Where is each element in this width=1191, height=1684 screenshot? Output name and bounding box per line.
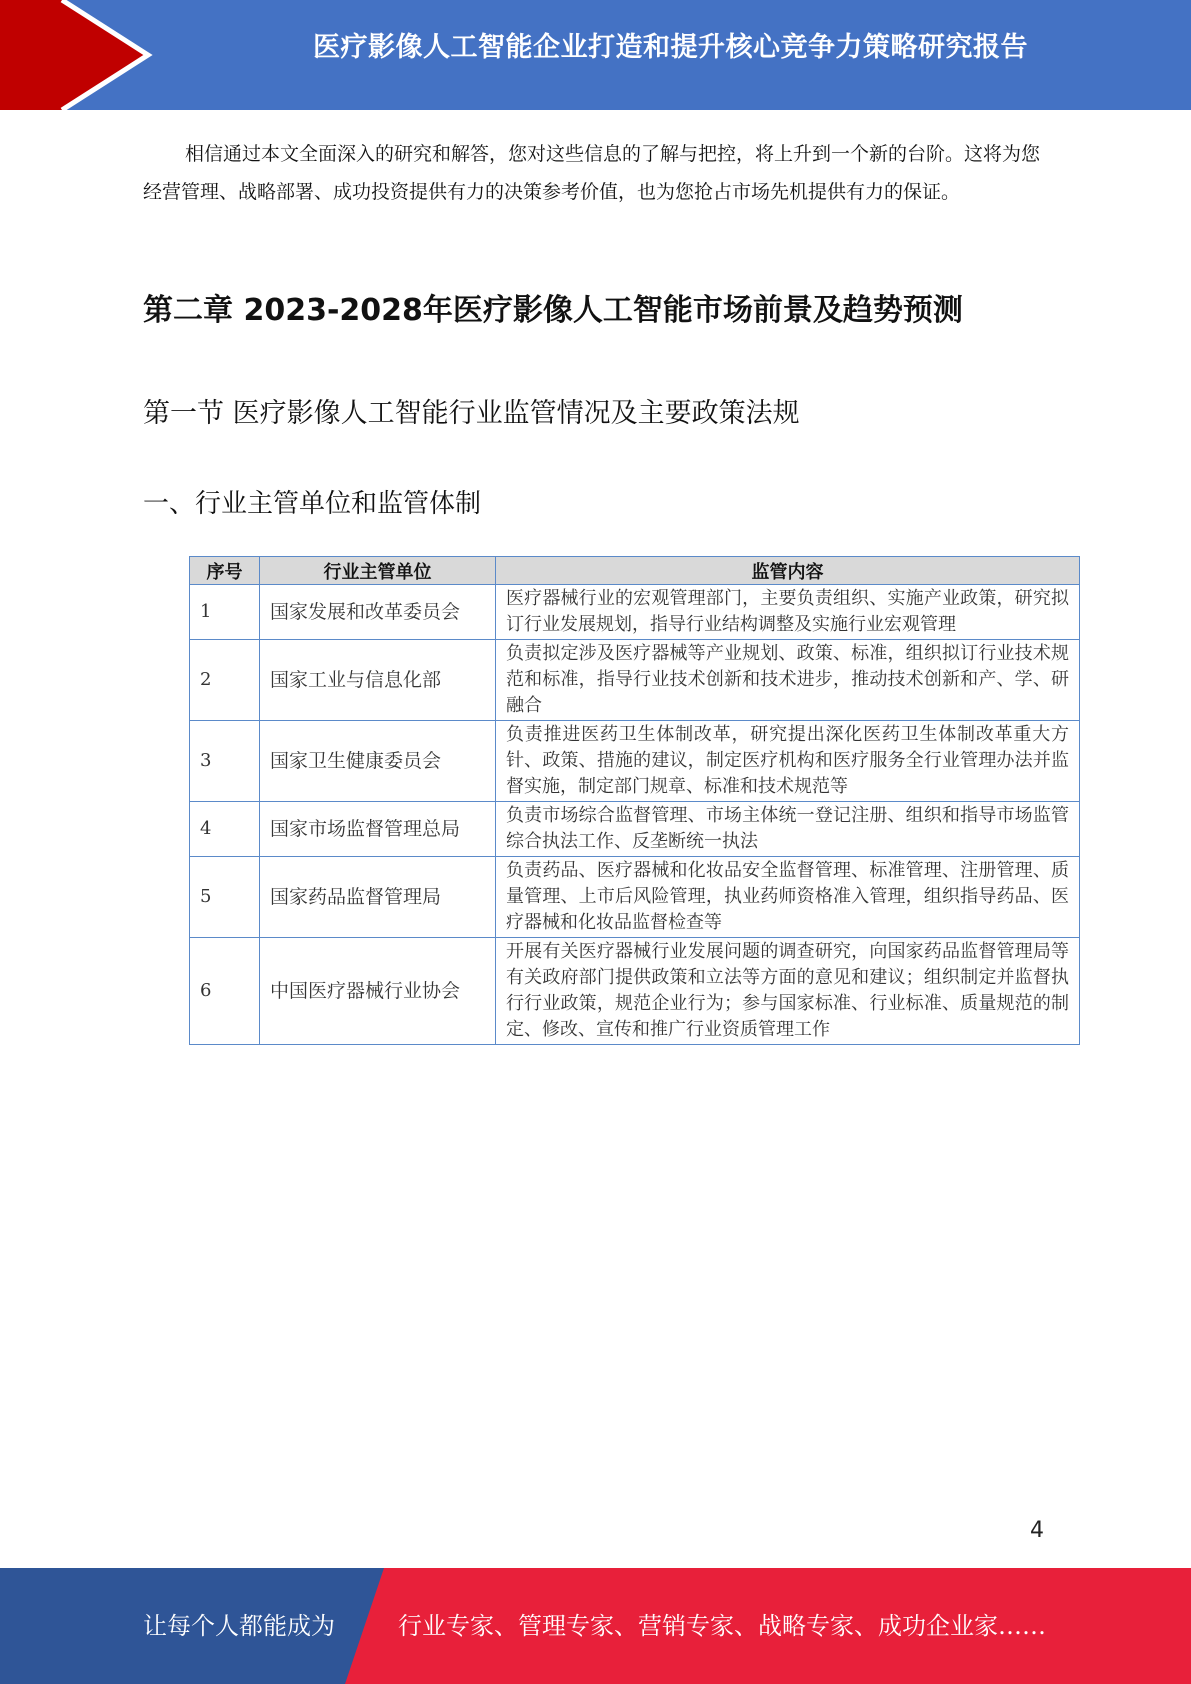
row-number: 5	[190, 857, 260, 938]
row-content: 负责推进医药卫生体制改革，研究提出深化医药卫生体制改革重大方针、政策、措施的建议，制定医疗机构和医疗服务全行业管理办法并监督实施，制定部门规章、标准和技术规范等	[496, 721, 1080, 802]
table-row	[190, 938, 1080, 1045]
header-authority: 行业主管单位	[260, 557, 496, 585]
page-number: 4	[1030, 1518, 1044, 1543]
report-title: 医疗影像人工智能企业打造和提升核心竞争力策略研究报告	[313, 32, 1028, 63]
row-number: 2	[190, 640, 260, 721]
row-authority: 国家卫生健康委员会	[260, 721, 496, 802]
section-title: 第一节 医疗影像人工智能行业监管情况及主要政策法规	[143, 398, 800, 429]
row-number: 6	[190, 938, 260, 1045]
row-content: 医疗器械行业的宏观管理部门，主要负责组织、实施产业政策，研究拟订行业发展规划，指导行业结构调整及实施行业宏观管理	[496, 585, 1080, 640]
row-content: 负责市场综合监督管理、市场主体统一登记注册、组织和指导市场监管综合执法工作、反垄断统一执法	[496, 802, 1080, 857]
footer-slogan-left: 让每个人都能成为	[143, 1612, 335, 1640]
row-number: 1	[190, 585, 260, 640]
subsection-title: 一、行业主管单位和监管体制	[143, 489, 482, 519]
intro-paragraph: 相信通过本文全面深入的研究和解答，您对这些信息的了解与把控，将上升到一个新的台阶。这将为您经营管理、战略部署、成功投资提供有力的决策参考价值，也为您抢占市场先机提供有力的保证。	[143, 143, 1041, 203]
regulatory-bodies-table	[189, 556, 1080, 1045]
table-row	[190, 721, 1080, 802]
row-number: 4	[190, 802, 260, 857]
table-row	[190, 585, 1080, 640]
header-arrow-decoration	[0, 0, 160, 110]
row-content: 负责拟定涉及医疗器械等产业规划、政策、标准，组织拟订行业技术规范和标准，指导行业技术创新和技术进步，推动技术创新和产、学、研融合	[496, 640, 1080, 721]
chapter-title: 第二章 2023-2028年医疗影像人工智能市场前景及趋势预测	[143, 293, 963, 328]
row-authority: 国家市场监督管理总局	[260, 802, 496, 857]
page-header	[0, 0, 1191, 110]
header-content: 监管内容	[496, 557, 1080, 585]
page-footer	[0, 1568, 1191, 1684]
row-number: 3	[190, 721, 260, 802]
footer-slogan-right: 行业专家、管理专家、营销专家、战略专家、成功企业家……	[398, 1612, 1046, 1640]
table-row	[190, 857, 1080, 938]
row-authority: 国家发展和改革委员会	[260, 585, 496, 640]
table-row	[190, 640, 1080, 721]
row-content: 开展有关医疗器械行业发展问题的调查研究，向国家药品监督管理局等有关政府部门提供政策和立法等方面的意见和建议；组织制定并监督执行行业政策，规范企业行为；参与国家标准、行业标准、质量规范的制定、修改、宣传和推广行业资质管理工作	[496, 938, 1080, 1045]
row-authority: 国家工业与信息化部	[260, 640, 496, 721]
table-header-row	[190, 557, 1080, 585]
row-authority: 国家药品监督管理局	[260, 857, 496, 938]
row-authority: 中国医疗器械行业协会	[260, 938, 496, 1045]
header-number: 序号	[190, 557, 260, 585]
table-row	[190, 802, 1080, 857]
row-content: 负责药品、医疗器械和化妆品安全监督管理、标准管理、注册管理、质量管理、上市后风险管理，执业药师资格准入管理，组织指导药品、医疗器械和化妆品监督检查等	[496, 857, 1080, 938]
